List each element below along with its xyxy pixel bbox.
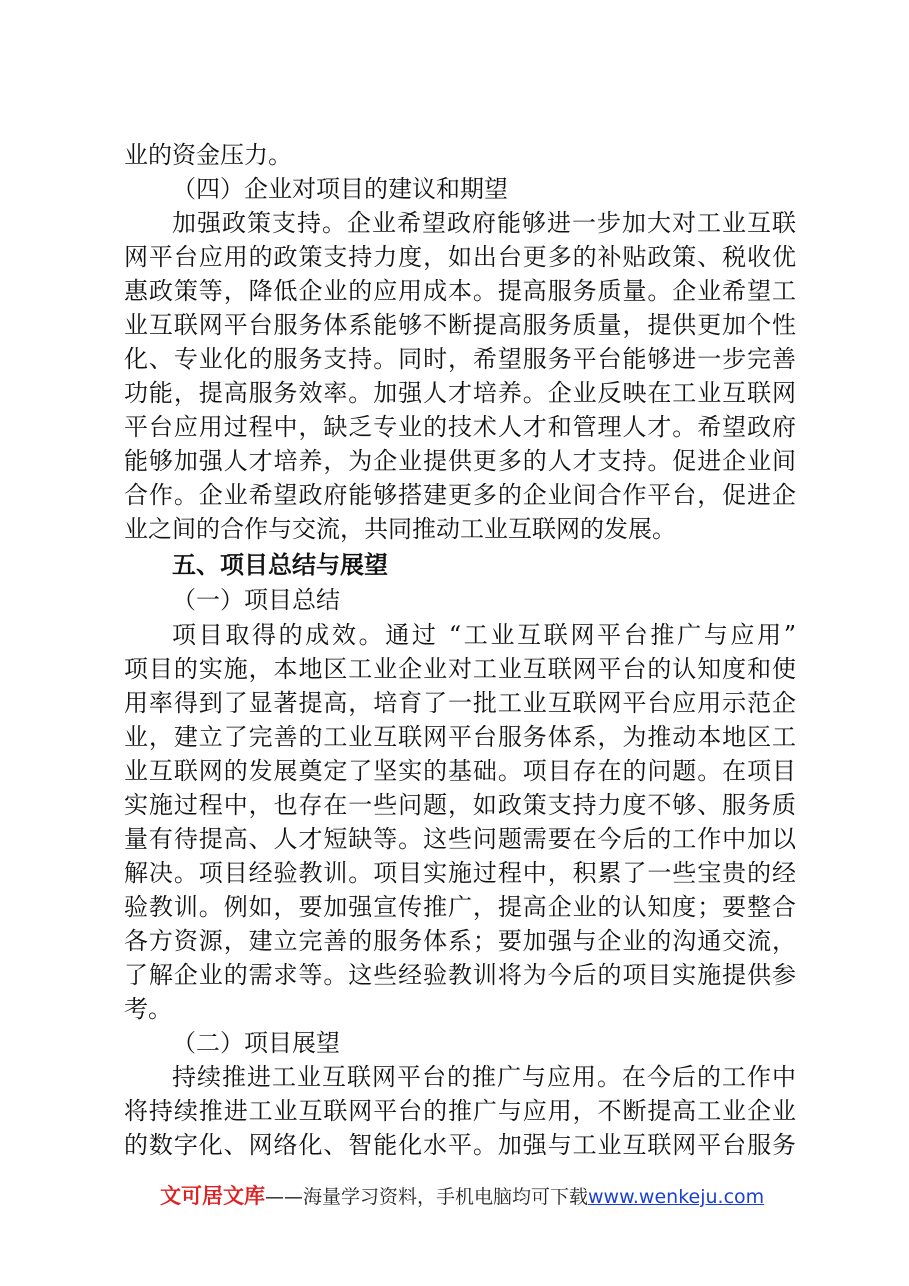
paragraph-line: 业互联网的发展奠定了坚实的基础。项目存在的问题。在项目 — [124, 757, 796, 785]
paragraph-line: 用率得到了显著提高，培育了一批工业互联网平台应用示范企 — [124, 689, 796, 717]
paragraph-line: 实施过程中，也存在一些问题，如政策支持力度不够、服务质 — [124, 791, 796, 819]
paragraph-line: 验教训。例如，要加强宣传推广，提高企业的认知度；要整合 — [124, 893, 796, 921]
paragraph-line: 了解企业的需求等。这些经验教训将为今后的项目实施提供参 — [124, 961, 796, 989]
subsection-heading: （二）项目展望 — [172, 1029, 340, 1057]
footer-url-link[interactable]: www.wenkeju.com — [588, 1186, 765, 1208]
subsection-heading: （一）项目总结 — [172, 586, 340, 614]
paragraph-line: 各方资源，建立完善的服务体系；要加强与企业的沟通交流， — [124, 927, 796, 955]
footer-brand: 文可居文库 — [160, 1184, 265, 1208]
paragraph-line: 持续推进工业互联网平台的推广与应用。在今后的工作中 — [172, 1063, 796, 1091]
page-footer — [160, 1182, 764, 1211]
paragraph-line: 能够加强人才培养，为企业提供更多的人才支持。促进企业间 — [124, 447, 796, 475]
paragraph-line: 业的资金压力。 — [124, 141, 292, 169]
paragraph-line: 量有待提高、人才短缺等。这些问题需要在今后的工作中加以 — [124, 825, 796, 853]
paragraph-line: 业之间的合作与交流，共同推动工业互联网的发展。 — [124, 515, 676, 543]
paragraph-line: 惠政策等，降低企业的应用成本。提高服务质量。企业希望工 — [124, 277, 796, 305]
paragraph-line: 加强政策支持。企业希望政府能够进一步加大对工业互联 — [172, 209, 796, 237]
paragraph-line: 网平台应用的政策支持力度，如出台更多的补贴政策、税收优 — [124, 243, 796, 271]
subsection-heading: （四）企业对项目的建议和期望 — [172, 175, 508, 203]
paragraph-line: 化、专业化的服务支持。同时，希望服务平台能够进一步完善 — [124, 345, 796, 373]
paragraph-line: 项目取得的成效。通过 “工业互联网平台推广与应用” — [172, 621, 796, 649]
paragraph-line: 项目的实施，本地区工业企业对工业互联网平台的认知度和使 — [124, 655, 796, 683]
paragraph-line: 功能，提高服务效率。加强人才培养。企业反映在工业互联网 — [124, 379, 796, 407]
paragraph-line: 合作。企业希望政府能够搭建更多的企业间合作平台，促进企 — [124, 481, 796, 509]
paragraph-line: 的数字化、网络化、智能化水平。加强与工业互联网平台服务 — [124, 1131, 796, 1159]
paragraph-line: 业，建立了完善的工业互联网平台服务体系，为推动本地区工 — [124, 723, 796, 751]
footer-dash: —— — [265, 1186, 303, 1208]
paragraph-line: 业互联网平台服务体系能够不断提高服务质量，提供更加个性 — [124, 311, 796, 339]
paragraph-line: 将持续推进工业互联网平台的推广与应用，不断提高工业企业 — [124, 1097, 796, 1125]
paragraph-line: 解决。项目经验教训。项目实施过程中，积累了一些宝贵的经 — [124, 859, 796, 887]
footer-slogan: 海量学习资料，手机电脑均可下载 — [303, 1186, 589, 1208]
paragraph-line: 考。 — [124, 995, 172, 1023]
paragraph-line: 平台应用过程中，缺乏专业的技术人才和管理人才。希望政府 — [124, 413, 796, 441]
section-heading: 五、项目总结与展望 — [172, 551, 388, 579]
